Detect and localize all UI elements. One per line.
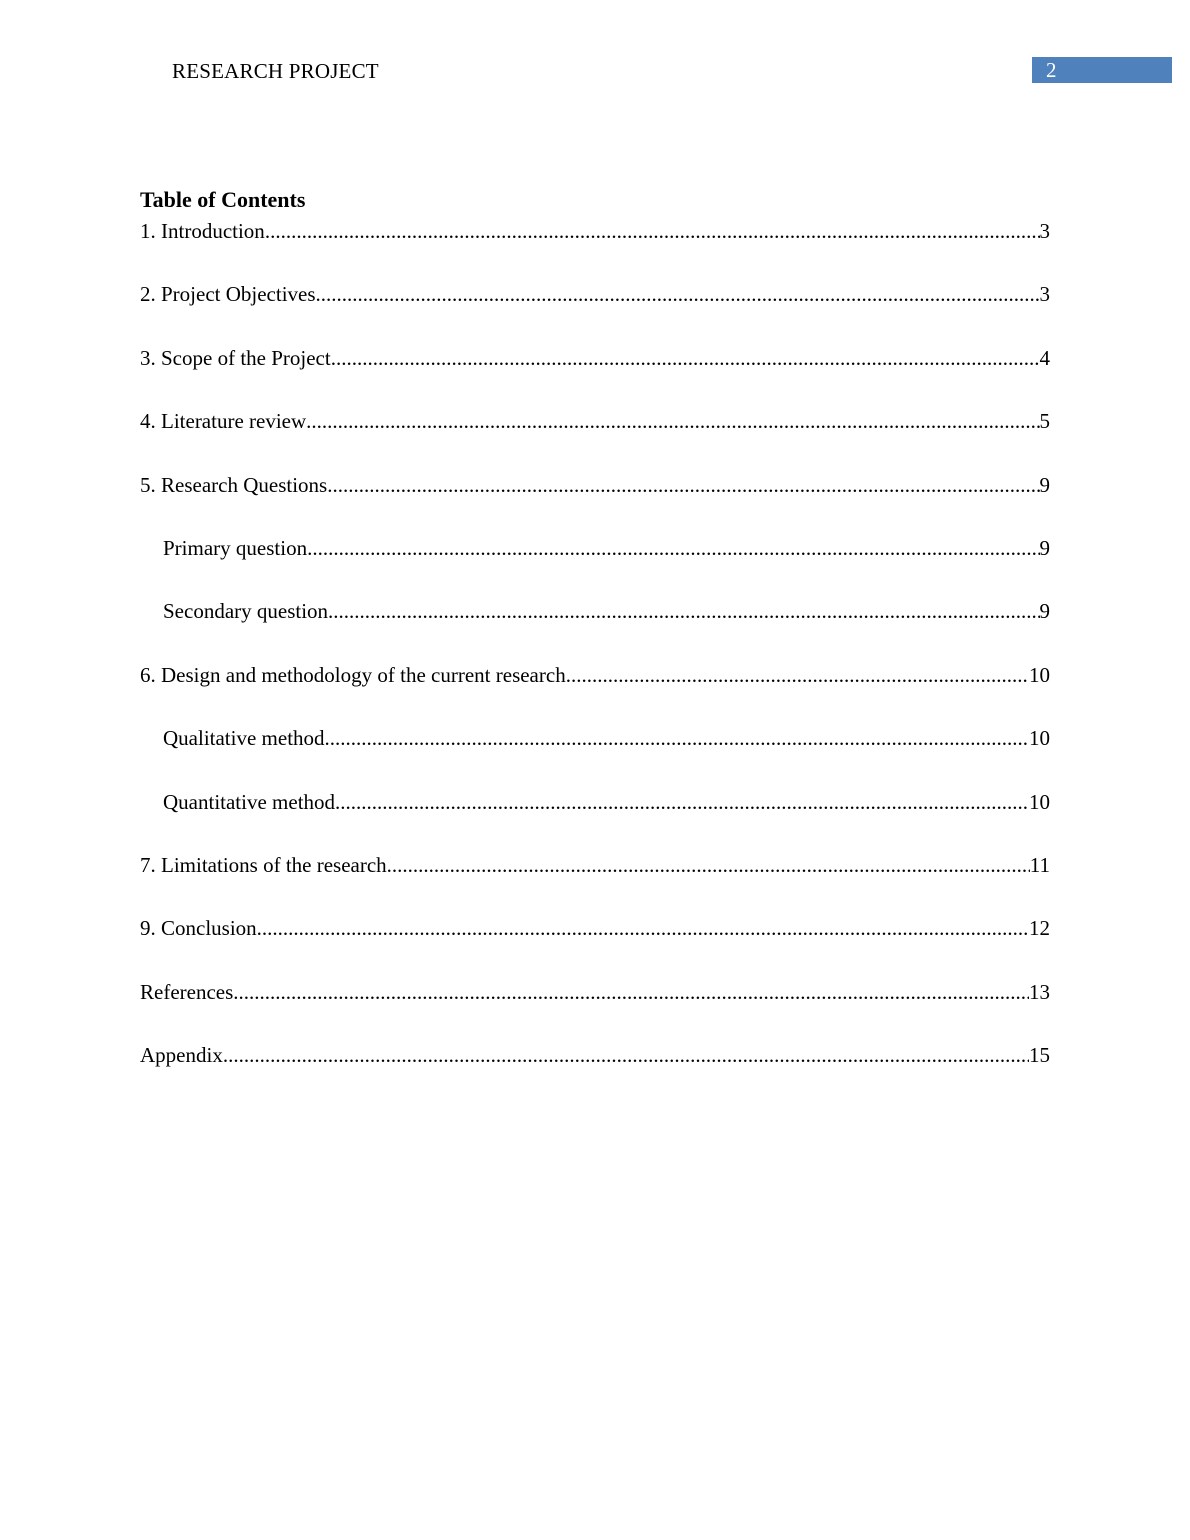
toc-dot-leader <box>307 533 1039 563</box>
toc-entry-label: Appendix <box>140 1043 223 1068</box>
toc-entry-page: 3 <box>1039 282 1050 307</box>
toc-entry-label: References <box>140 979 234 1004</box>
toc-entry-scope-of-the-project[interactable] <box>140 343 1050 406</box>
toc-entry-page: 11 <box>1029 852 1050 877</box>
running-header-title: RESEARCH PROJECT <box>172 59 379 83</box>
toc-entry-research-questions[interactable] <box>140 470 1050 533</box>
toc-dot-leader <box>335 787 1029 817</box>
toc-entry-page: 15 <box>1029 1043 1050 1068</box>
toc-list <box>140 216 1050 1103</box>
toc-entry-label: 7. Limitations of the research <box>140 852 387 877</box>
toc-entry-appendix[interactable] <box>140 1040 1050 1103</box>
toc-dot-leader <box>331 343 1040 373</box>
toc-entry-references[interactable] <box>140 977 1050 1040</box>
toc-entry-label: 6. Design and methodology of the current research <box>140 662 566 687</box>
toc-entry-page: 10 <box>1029 726 1050 751</box>
toc-entry-label: Primary question <box>163 535 308 560</box>
toc-entry-primary-question[interactable] <box>140 533 1050 596</box>
toc-entry-page: 13 <box>1029 979 1050 1004</box>
toc-dot-leader <box>265 216 1040 246</box>
toc-entry-label: 5. Research Questions <box>140 472 328 497</box>
toc-entry-page: 9 <box>1039 472 1050 497</box>
toc-dot-leader <box>257 913 1029 943</box>
toc-entry-page: 12 <box>1029 916 1050 941</box>
toc-entry-page: 9 <box>1039 599 1050 624</box>
toc-dot-leader <box>306 406 1039 436</box>
toc-dot-leader <box>233 977 1029 1007</box>
toc-entry-label: Secondary question <box>163 599 329 624</box>
toc-entry-page: 10 <box>1029 662 1050 687</box>
toc-entry-limitations-of-the-research[interactable] <box>140 850 1050 913</box>
toc-entry-project-objectives[interactable] <box>140 279 1050 342</box>
toc-entry-quantitative-method[interactable] <box>140 787 1050 850</box>
toc-dot-leader <box>223 1040 1029 1070</box>
toc-dot-leader <box>327 470 1039 500</box>
toc-dot-leader <box>325 723 1029 753</box>
toc-dot-leader <box>316 279 1040 309</box>
toc-dot-leader <box>387 850 1030 880</box>
toc-entry-qualitative-method[interactable] <box>140 723 1050 786</box>
toc-dot-leader <box>566 660 1029 690</box>
toc-entry-page: 9 <box>1039 535 1050 560</box>
toc-entry-page: 10 <box>1029 789 1050 814</box>
toc-entry-secondary-question[interactable] <box>140 596 1050 659</box>
toc-entry-label: 3. Scope of the Project <box>140 345 331 370</box>
toc-entry-page: 4 <box>1039 345 1050 370</box>
toc-entry-label: 2. Project Objectives <box>140 282 316 307</box>
table-of-contents <box>140 186 1050 1103</box>
toc-entry-page: 5 <box>1039 409 1050 434</box>
toc-entry-label: 1. Introduction <box>140 219 265 243</box>
toc-entry-label: Qualitative method <box>163 726 325 751</box>
toc-heading: Table of Contents <box>140 187 306 212</box>
toc-entry-page: 3 <box>1039 219 1050 243</box>
toc-entry-introduction[interactable] <box>140 216 1050 279</box>
toc-entry-label: 9. Conclusion <box>140 916 257 941</box>
toc-entry-design-and-methodology[interactable] <box>140 660 1050 723</box>
toc-entry-literature-review[interactable] <box>140 406 1050 469</box>
toc-entry-label: 4. Literature review <box>140 409 307 434</box>
page-number-badge: 2 <box>1032 57 1172 83</box>
toc-dot-leader <box>328 596 1039 626</box>
toc-entry-conclusion[interactable] <box>140 913 1050 976</box>
toc-entry-label: Quantitative method <box>163 789 336 814</box>
